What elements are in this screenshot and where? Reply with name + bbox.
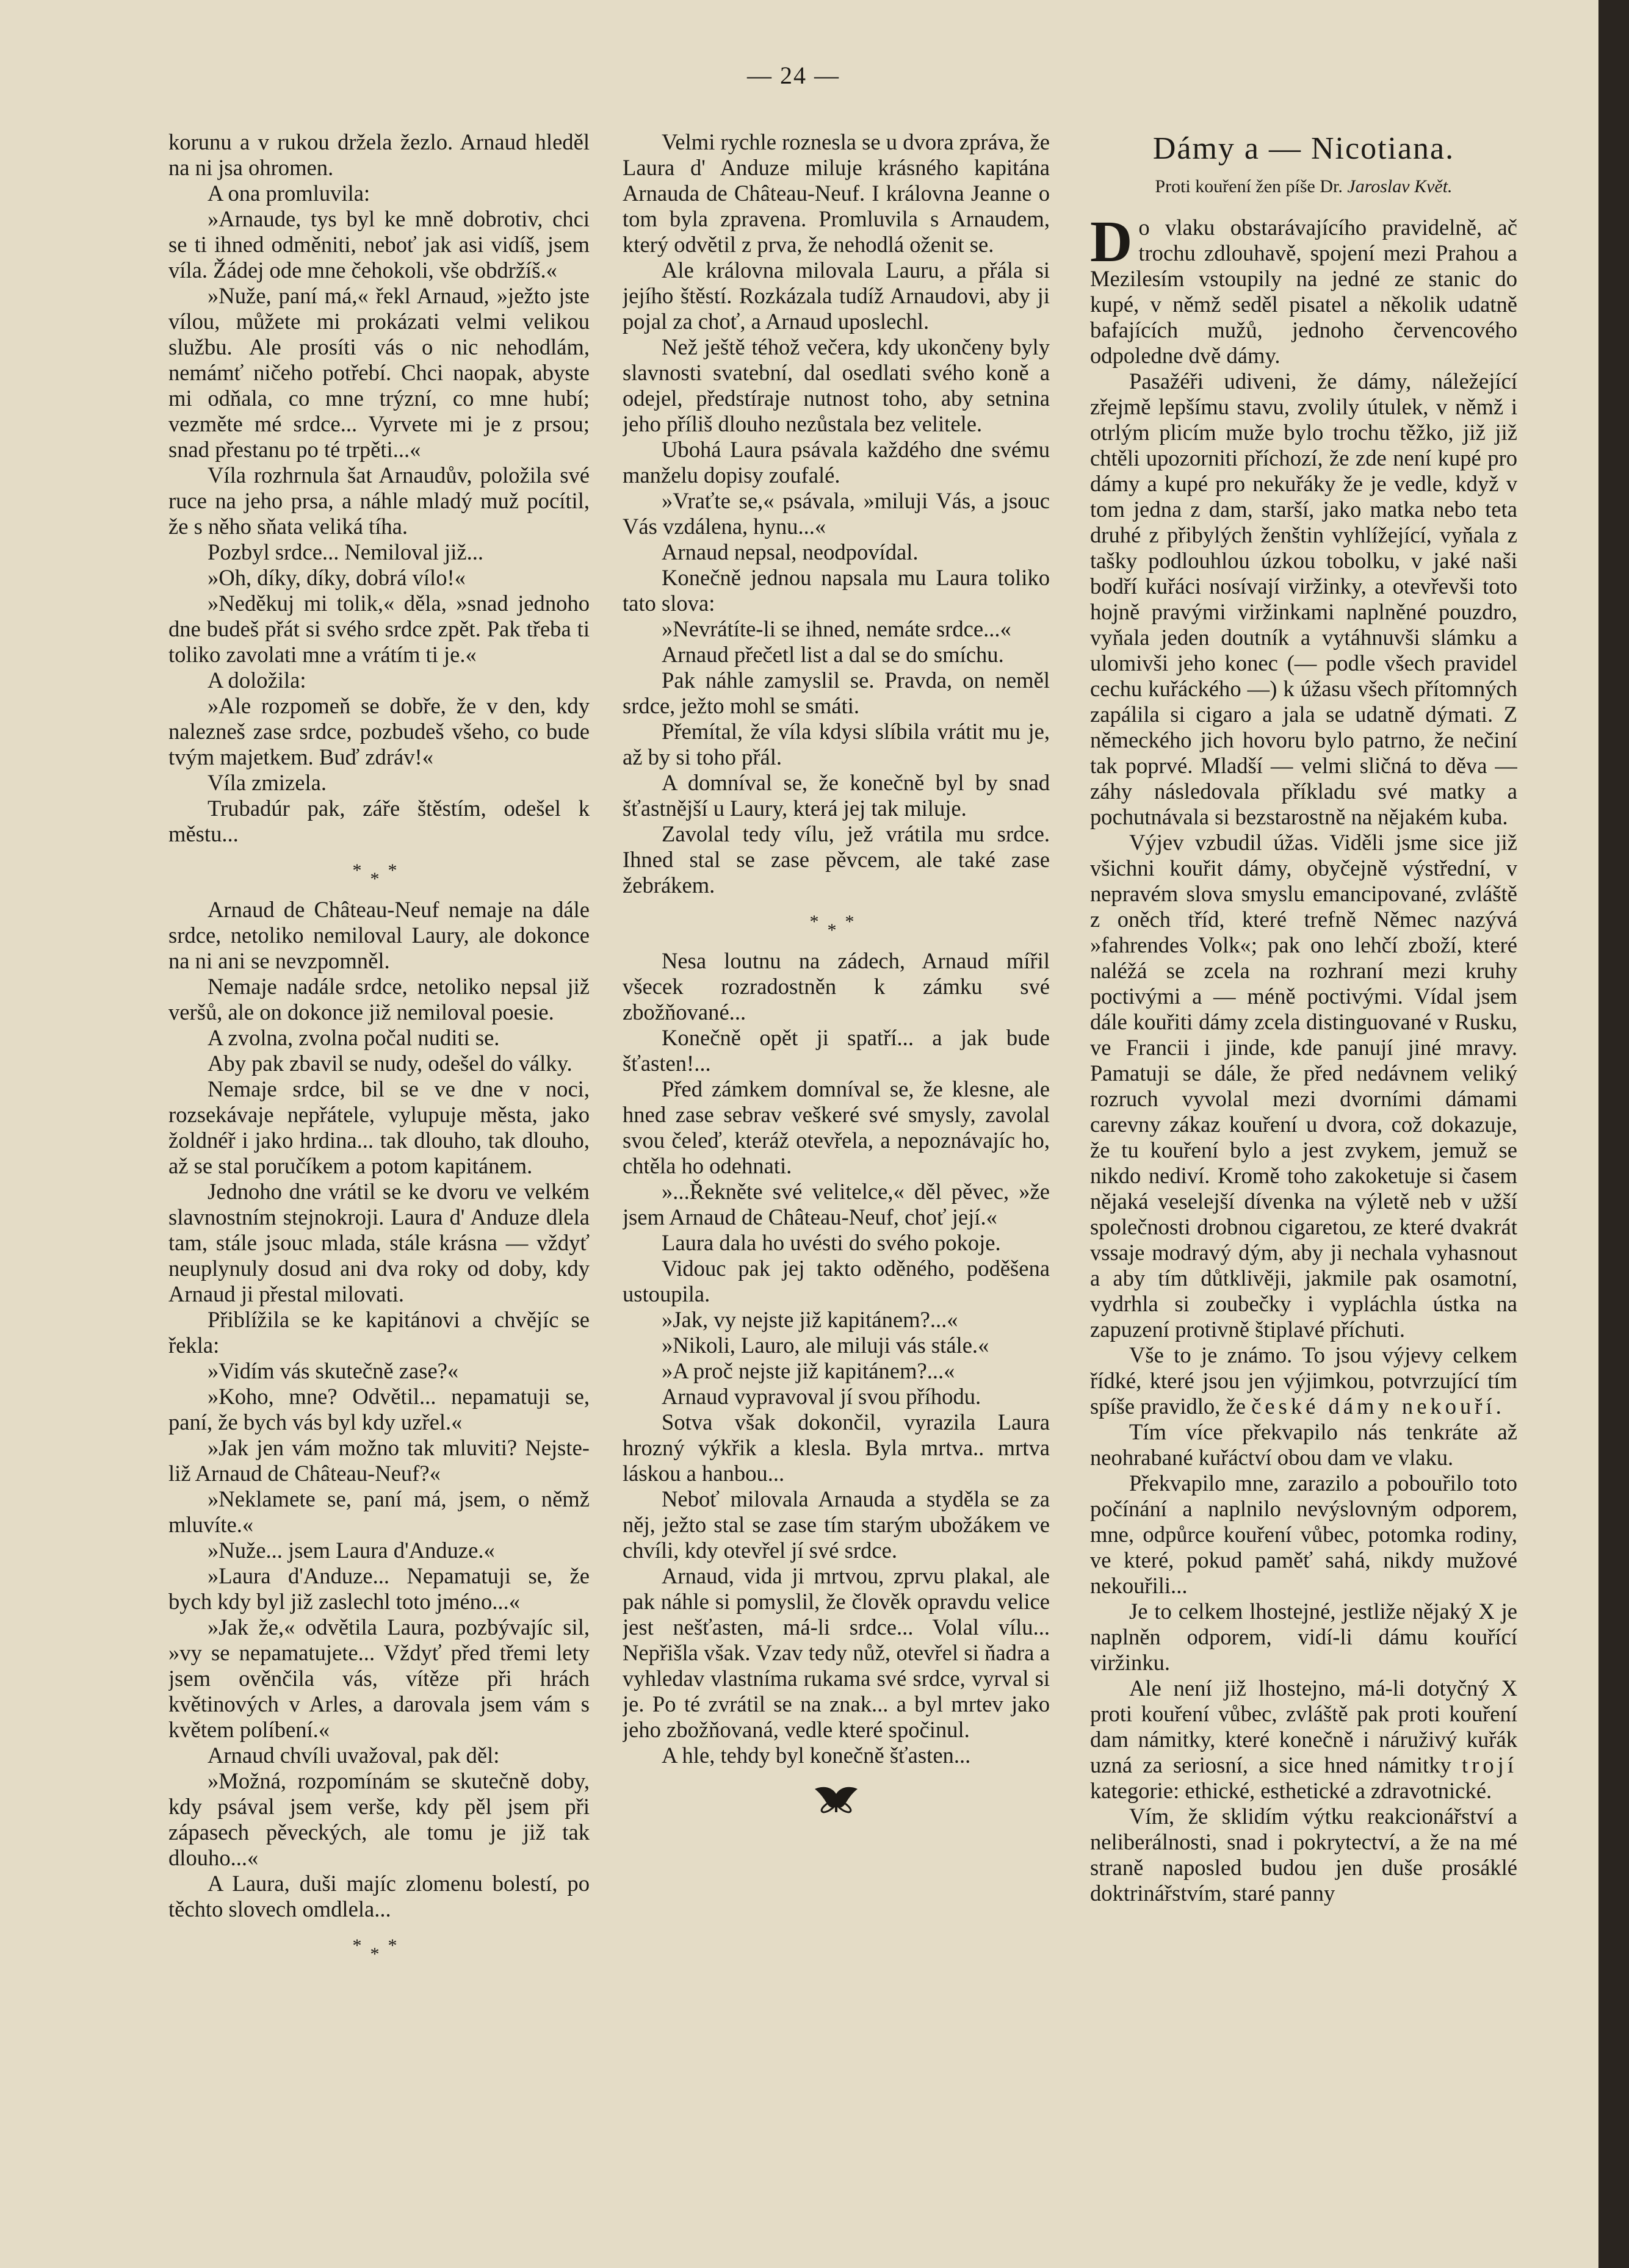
paragraph-text: kategorie: ethické, esthetické a zdravotnické.: [1090, 1778, 1492, 1803]
paragraph: korunu a v rukou držela žezlo. Arnaud hleděl na ni jsa ohromen.: [168, 129, 590, 180]
paragraph: Aby pak zbavil se nudy, odešel do války.: [208, 1051, 572, 1076]
paragraph: A domníval se, že konečně byl by snad šťastnější u Laury, která jej tak miluje.: [623, 770, 1050, 821]
paragraph: Nesa loutnu na zádech, Arnaud mířil všecek rozradostněn k zámku své zbožňované...: [623, 948, 1050, 1024]
paragraph: »Nuže, paní má,« řekl Arnaud, »ježto jste vílou, můžete mi prokázati velmi velikou službu. Ale prosíti vás o nic nehodlám, nemámť ničeho potřebí. Chci naopak, abyste mi odňala, co mne trýzní, co mne hubí; vezměte mé srdce... Vyrvete mi je z prsou; snad přestanu po té trpěti...«: [168, 283, 590, 462]
paragraph: »Jak jen vám možno tak mluviti? Nejste-liž Arnaud de Château-Neuf?«: [168, 1435, 590, 1486]
paragraph: Arnaud chvíli uvažoval, pak děl:: [208, 1743, 500, 1768]
paragraph: Před zámkem domníval se, že klesne, ale hned zase sebrav veškeré své smysly, zavolal svou čeleď, kteráž otevřela, a nepoznávajíc ho, chtěla ho odehnati.: [623, 1076, 1050, 1178]
paragraph: Vidouc pak jej takto oděného, poděšena ustoupila.: [623, 1256, 1050, 1306]
paragraph: Neboť milovala Arnauda a styděla se za něj, ježto stal se zase tím starým ubožákem ve chvíli, kdy otevřel jí své srdce.: [623, 1486, 1050, 1563]
paragraph: Pozbyl srdce... Nemiloval již...: [208, 539, 484, 564]
paragraph: »Koho, mne? Odvětil... nepamatuji se, paní, že bych vás byl kdy uzřel.«: [168, 1384, 590, 1435]
end-ornament: [623, 1785, 1050, 1819]
paragraph: Arnaud nepsal, neodpovídal.: [662, 539, 919, 564]
butterfly-ornament-icon: [809, 1785, 864, 1813]
author-name: Jaroslav Květ.: [1347, 176, 1453, 196]
paragraph: Výjev vzbudil úžas. Viděli jsme sice již všichni kouřit dámy, obyčejně výstřední, v nepravém slova smyslu emancipované, zvláště z oněch tříd, které trefně Němec nazývá »fahrendes Volk«; pak ono lehčí zboží, které naléžá se zcela na rozhraní mezi kruhy poctivými a — méně poctivými. Vídal jsem dále kouřiti dámy zcela distinguované v Rusku, ve Francii i jinde, kde panují jiné mravy. Pamatuji se dále, že před nedávnem veliký rozruch vyvolal mezi dvorními dámami carevny zákaz kouření u dvora, což dokazuje, že tu kouření bylo a jest zvykem, jemuž se nikdo nediví. Kromě toho zakoketuje si časem nějaká veselejší dívenka na výletě neb v užší společnosti drobnou cigaretou, ze které dvakrát vssaje modravý dým, aby ji nechala vyhasnout a aby tím důtklivěji, jakmile pak osamotní, vydrhla si zoubečky i vypláchla ústka na zapuzení protivně štiplavé příchuti.: [1090, 830, 1517, 1342]
paragraph: Trubadúr pak, záře štěstím, odešel k městu...: [168, 796, 590, 846]
paragraph: »Oh, díky, díky, dobrá vílo!«: [208, 565, 466, 590]
paragraph-text: Vše to je známo. To jsou výjevy celkem řídké, které jsou jen výjimkou, potvrzující tím spíše pravidlo, že: [1090, 1342, 1517, 1419]
paragraph: »Jak, vy nejste již kapitánem?...«: [662, 1307, 958, 1332]
paragraph: Sotva však dokončil, vyrazila Laura hrozný výkřik a klesla. Byla mrtva.. mrtva láskou a hanbou...: [623, 1409, 1050, 1486]
subtitle-text: Proti kouření žen píše Dr.: [1155, 176, 1343, 196]
paragraph: Je to celkem lhostejné, jestliže nějaký X je naplněn odporem, vidí-li dámu kouřící viržinku.: [1090, 1599, 1517, 1675]
article-subtitle: [1090, 176, 1517, 198]
paragraph: »A proč nejste již kapitánem?...«: [662, 1358, 955, 1383]
paragraph: »Jak že,« odvětila Laura, pozbývajíc sil, »vy se nepamatujete... Vždyť před třemi lety jsem ověnčila vás, vítěze při hrách květinových v Arles, a darovala jsem vám s květem políbení.«: [168, 1615, 590, 1742]
paragraph: »Vidím vás skutečně zase?«: [208, 1358, 459, 1383]
paragraph: Přemítal, že víla kdysi slíbila vrátit mu je, až by si toho přál.: [623, 719, 1050, 769]
column-1: [168, 129, 590, 2216]
paragraph: Arnaud vypravoval jí svou příhodu.: [662, 1384, 981, 1409]
section-separator: ***: [352, 860, 406, 889]
paragraph: Velmi rychle roznesla se u dvora zpráva, že Laura d' Anduze miluje krásného kapitána Arnauda de Château-Neuf. I královna Jeanne o tom byla zpravena. Promluvila s Arnaudem, který odvětil z prva, že nehodlá oženit se.: [623, 129, 1050, 257]
drop-cap: D: [1090, 209, 1133, 274]
column-3: [1090, 129, 1517, 2216]
paragraph: »Arnaude, tys byl ke mně dobrotiv, chci se ti ihned odměniti, neboť jak asi vidíš, jsem víla. Žádej ode mne čehokoli, vše obdržíš.«: [168, 206, 590, 283]
paragraph: Jednoho dne vrátil se ke dvoru ve velkém slavnostním stejnokroji. Laura d' Anduze dlela tam, stále jsouc mlada, stále krásna — vždyť neuplynuly dosud ani dva roky od doby, kdy Arnaud ji přestal milovati.: [168, 1179, 590, 1306]
paragraph: Než ještě téhož večera, kdy ukončeny byly slavnosti svatební, dal osedlati svého koně a odejel, předstíraje nutnost toho, aby setnina jeho příliš dlouho nezůstala bez velitele.: [623, 334, 1050, 436]
paragraph: A zvolna, zvolna počal nuditi se.: [208, 1025, 500, 1050]
paragraph: »Nikoli, Lauro, ale miluji vás stále.«: [662, 1333, 989, 1358]
paragraph: Laura dala ho uvésti do svého pokoje.: [662, 1230, 1001, 1255]
paragraph: »Neděkuj mi tolik,« děla, »snad jednoho dne budeš přát si svého srdce zpět. Pak třeba ti toliko zavolati mne a vrátím ti je.«: [168, 591, 590, 667]
emphasized-text: české dámy nekouří.: [1251, 1394, 1505, 1419]
section-separator: ***: [352, 1935, 406, 1964]
paragraph: Ubohá Laura psávala každého dne svému manželu dopisy zoufalé.: [623, 437, 1050, 488]
paragraph: Arnaud přečetl list a dal se do smíchu.: [662, 642, 1004, 667]
paragraph: Překvapilo mne, zarazilo a pobouřilo toto počínání a naplnilo nevýslovným odporem, mne, odpůrce kouření vůbec, potomka rodiny, ve které, pokud paměť sahá, nikdy mužové nekouřili...: [1090, 1471, 1517, 1598]
paragraph: Konečně opět ji spatří... a jak bude šťasten!...: [623, 1025, 1050, 1076]
paragraph: Ale královna milovala Lauru, a přála si jejího štěstí. Rozkázala tudíž Arnaudovi, aby ji pojal za choť, a Arnaud uposlechl.: [623, 257, 1050, 334]
paragraph: »...Řekněte své velitelce,« děl pěvec, »že jsem Arnaud de Château-Neuf, choť její.«: [623, 1179, 1050, 1229]
paragraph: Konečně jednou napsala mu Laura toliko tato slova:: [623, 565, 1050, 616]
paragraph: Přiblížila se ke kapitánovi a chvějíc se řekla:: [168, 1307, 590, 1358]
first-paragraph: [1090, 209, 1517, 369]
paragraph: Víla zmizela.: [208, 770, 327, 795]
paragraph: Nemaje nadále srdce, netoliko nepsal již veršů, ale on dokonce již nemiloval poesie.: [168, 974, 590, 1024]
paragraph: Pak náhle zamyslil se. Pravda, on neměl srdce, ježto mohl se smáti.: [623, 668, 1050, 718]
paragraph: »Možná, rozpomínám se skutečně doby, kdy psával jsem verše, kdy pěl jsem při zápasech pěveckých, ale tomu je již tak dlouho...«: [168, 1768, 590, 1870]
paragraph: A doložila:: [208, 668, 306, 693]
paragraph: A ona promluvila:: [208, 181, 370, 206]
column-2: [623, 129, 1050, 2216]
paragraph: Pasažéři udiveni, že dámy, náležející zřejmě lepšímu stavu, zvolily útulek, v němž i otrlým plicím muže bylo trochu těžko, již již chtěli upozorniti příchozí, že zde není kupé pro dámy a kupé pro nekuřáky že je vedle, když v tom jedna z dam, starší, jako matka nebo teta druhé z přibylých ženštin vyhlížející, vyňala z tašky podlouhlou úzkou tobolku, v jaké naši bodří kuřáci nosívají viržinky, a otevřevši toto hojně pravými viržinkami naplněné pouzdro, vyňala jeden doutník a vytáhnuvši slámku a ulomivši jeho konec (— podle všech pravidel cechu kuřáckého —) k úžasu všech přítomných zapálila si cigaro a jala se udatně dýmati. Z německého jich hovoru bylo patrno, že nečiní tak poprvé. Mladší — velmi sličná to děva — záhy následovala příkladu své matky a pochutnávala si bezstarostně na nějakém kuba.: [1090, 369, 1517, 829]
paragraph: »Nuže... jsem Laura d'Anduze.«: [208, 1538, 495, 1563]
paragraph: »Neklamete se, paní má, jsem, o němž mluvíte.«: [168, 1486, 590, 1537]
paragraph: Víla rozhrnula šat Arnaudův, položila své ruce na jeho prsa, a náhle mladý muž pocítil, že s něho sňata veliká tíha.: [168, 463, 590, 539]
first-paragraph-text: o vlaku obstarávajícího pravidelně, ač trochu zdlouhavě, spojení mezi Prahou a Mezilesím vstoupily na jedné ze stanic do kupé, v němž seděl pisatel a několik udatně bafajících mužů, jednoho červencového odpoledne dvě dámy.: [1090, 215, 1517, 368]
paragraph: Nemaje srdce, bil se ve dne v noci, rozsekávaje nepřátele, vylupuje města, jako žoldnéř i jako hrdina... tak dlouho, tak dlouho, až se stal poručíkem a potom kapitánem.: [168, 1076, 590, 1178]
paragraph: »Nevrátíte-li se ihned, nemáte srdce...«: [662, 616, 1011, 641]
emphasized-text: trojí: [1462, 1752, 1517, 1777]
paragraph: [1090, 1342, 1517, 1419]
paragraph: »Laura d'Anduze... Nepamatuji se, že bych kdy byl již zaslechl toto jméno...«: [168, 1563, 590, 1614]
paragraph: Zavolal tedy vílu, jež vrátila mu srdce. Ihned stal se zase pěvcem, ale také zase žebrákem.: [623, 821, 1050, 898]
paragraph: Arnaud, vida ji mrtvou, zprvu plakal, ale pak náhle si pomyslil, že člověk opravdu velice jest nešťasten, má-li srdce... Volal vílu... Nepřišla však. Vzav tedy nůž, otevřel si ňadra a vyhledav vlastníma rukama své srdce, vyrval si je. Po té zvrátil se na znak... a byl mrtev jako jeho zbožňovaná, vedle které spočinul.: [623, 1563, 1050, 1742]
paragraph: »Ale rozpomeň se dobře, že v den, kdy nalezneš zase srdce, pozbudeš všeho, co bude tvým majetkem. Buď zdráv!«: [168, 693, 590, 769]
paragraph: A hle, tehdy byl konečně šťasten...: [662, 1743, 971, 1768]
paragraph: Arnaud de Château-Neuf nemaje na dále srdce, netoliko nemiloval Laury, ale dokonce na ni ani se nevzpomněl.: [168, 897, 590, 973]
paragraph: Tím více překvapilo nás tenkráte až neohrabané kuřáctví obou dam ve vlaku.: [1090, 1419, 1517, 1470]
article-title: Dámy a — Nicotiana.: [1152, 131, 1455, 166]
page-number: — 24 —: [747, 62, 840, 89]
paragraph-text: Ale není již lhostejno, má-li dotyčný X proti kouření vůbec, zvláště pak proti kouření dam námitky, které konečně i náruživý kuřák uzná za seriosní, a sice hned námitky: [1090, 1676, 1517, 1777]
paragraph: »Vraťte se,« psávala, »miluji Vás, a jsouc Vás vzdálena, hynu...«: [623, 488, 1050, 539]
paragraph: Vím, že sklidím výtku reakcionářství a neliberálnosti, snad i pokrytectví, a že na mé straně naposled budou jen duše prosáklé doktrinářstvím, staré panny: [1090, 1804, 1517, 1906]
paragraph: A Laura, duši majíc zlomenu bolestí, po těchto slovech omdlela...: [168, 1871, 590, 1921]
section-separator: ***: [809, 912, 863, 940]
page-edge: [1598, 0, 1629, 2268]
paragraph: [1090, 1676, 1517, 1804]
